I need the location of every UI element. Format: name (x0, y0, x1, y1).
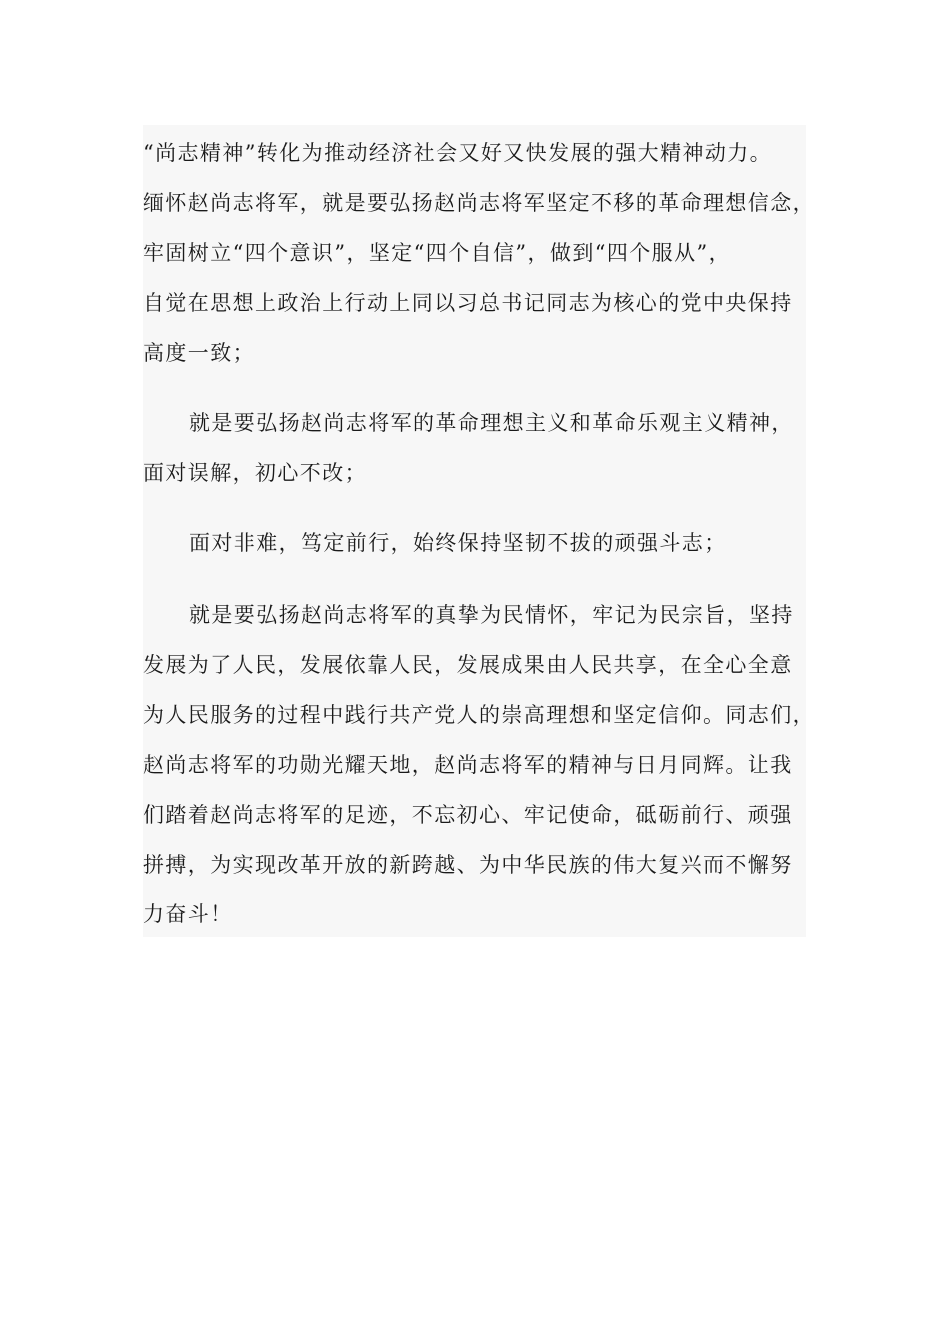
text-line-14: 拼搏，为实现改革开放的新跨越、为中华民族的伟大复兴而不懈努 (143, 853, 793, 877)
text-line-8: 面对非难，笃定前行，始终保持坚韧不拔的顽强斗志； (189, 531, 727, 555)
text-line-11: 为人民服务的过程中践行共产党人的崇高理想和坚定信仰。同志们， (143, 703, 815, 727)
text-line-6: 就是要弘扬赵尚志将军的革命理想主义和革命乐观主义精神， (189, 411, 794, 435)
text-line-1: “尚志精神”转化为推动经济社会又好又快发展的强大精神动力。 (143, 141, 773, 165)
text-line-10: 发展为了人民，发展依靠人民，发展成果由人民共享，在全心全意 (143, 653, 793, 677)
text-line-15: 力奋斗！ (143, 902, 233, 926)
text-line-13: 们踏着赵尚志将军的足迹，不忘初心、牢记使命，砥砺前行、顽强 (143, 803, 793, 827)
text-line-5: 高度一致； (143, 341, 255, 365)
text-line-12: 赵尚志将军的功勋光耀天地，赵尚志将军的精神与日月同辉。让我 (143, 753, 793, 777)
text-line-9: 就是要弘扬赵尚志将军的真挚为民情怀，牢记为民宗旨，坚持 (189, 603, 794, 627)
document-text-block (143, 125, 815, 937)
text-line-3: 牢固树立“四个意识”，坚定“四个自信”，做到“四个服从”， (143, 241, 732, 265)
text-line-7: 面对误解，初心不改； (143, 461, 367, 485)
text-line-4: 自觉在思想上政治上行动上同以习总书记同志为核心的党中央保持 (143, 291, 793, 315)
text-line-2: 缅怀赵尚志将军，就是要弘扬赵尚志将军坚定不移的革命理想信念， (143, 191, 815, 215)
